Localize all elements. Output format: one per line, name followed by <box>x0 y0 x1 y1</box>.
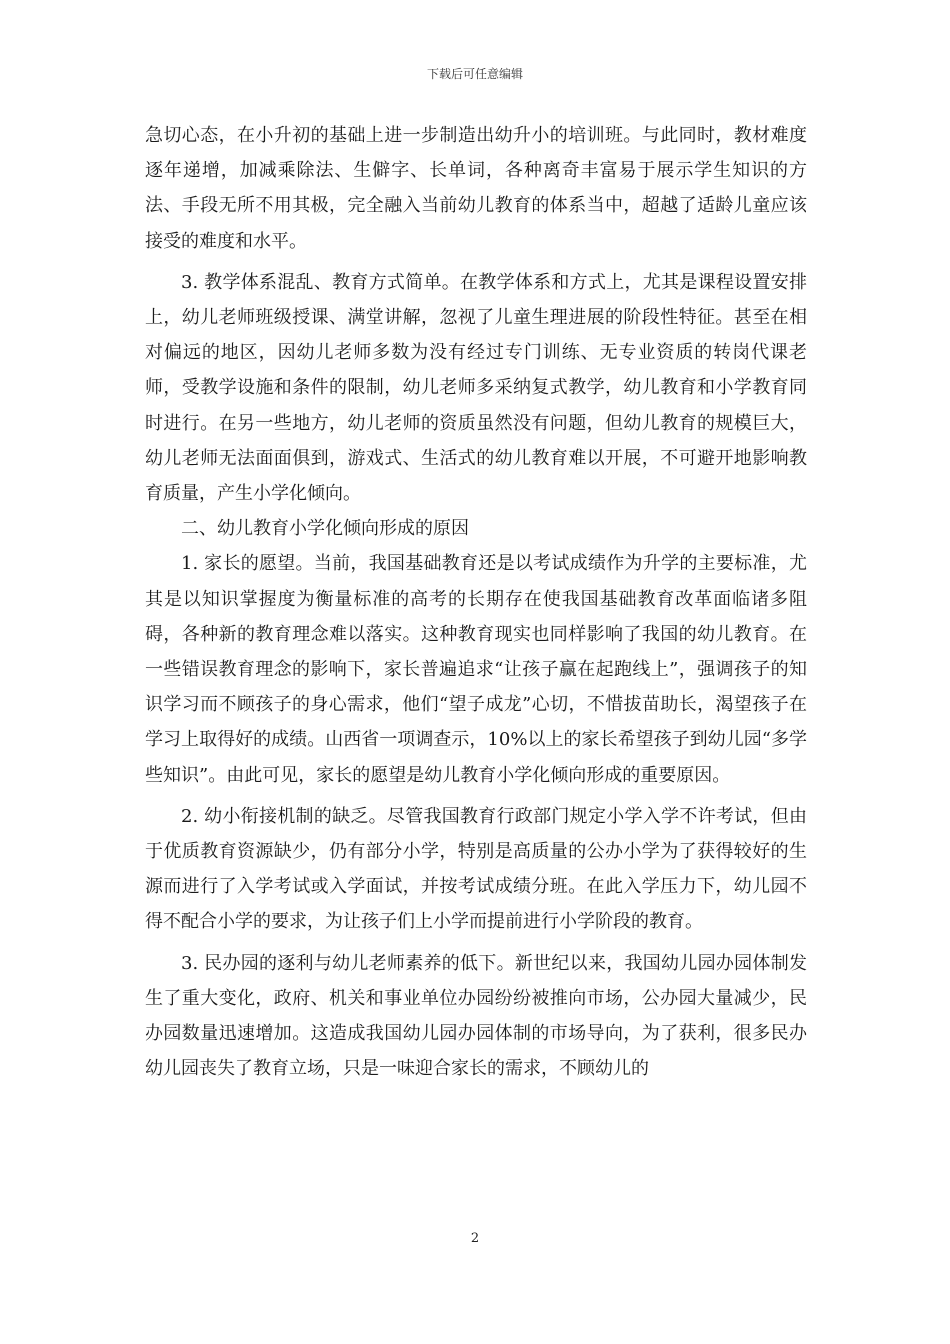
page-number: 2 <box>470 1231 480 1246</box>
section-heading-causes: 二、幼儿教育小学化倾向形成的原因 <box>181 518 469 540</box>
paragraph-continuation: 急切心态，在小升初的基础上进一步制造出幼升小的培训班。与此同时，教材难度逐年递增，加减乘除法、生僻字、长单词，各种离奇丰富易于展示学生知识的方法、手段无所不用其极，完全融入当前幼儿教育的体系当中，超越了适龄儿童应该接受的难度和水平。 <box>145 125 807 252</box>
page-header: 下载后可任意编辑 <box>426 67 523 81</box>
paragraph-transition-mechanism: 2. 幼小衔接机制的缺乏。尽管我国教育行政部门规定小学入学不许考试，但由于优质教育资源缺少，仍有部分小学，特别是高质量的公办小学为了获得较好的生源而进行了入学考试或入学面试，并按考试成绩分班。在此入学压力下，幼儿园不得不配合小学的要求，为让孩子们上小学而提前进行小学阶段的教育。 <box>145 805 807 933</box>
document-body <box>145 118 807 1086</box>
paragraph-parents-wishes: 1. 家长的愿望。当前，我国基础教育还是以考试成绩作为升学的主要标准，尤其是以知识掌握度为衡量标准的高考的长期存在使我国基础教育改革面临诸多阻碍，各种新的教育理念难以落实。这种教育现实也同样影响了我国的幼儿教育。在一些错误教育理念的影响下，家长普遍追求“让孩子赢在起跑线上”，强调孩子的知识学习而不顾孩子的身心需求，他们“望子成龙”心切，不惜拔苗助长，渴望孩子在学习上取得好的成绩。山西省一项调查示，10%以上的家长希望孩子到幼儿园“多学些知识”。由此可见，家长的愿望是幼儿教育小学化倾向形成的重要原因。 <box>145 553 807 786</box>
paragraph-private-kindergartens: 3. 民办园的逐利与幼儿老师素养的低下。新世纪以来，我国幼儿园办园体制发生了重大变化，政府、机关和事业单位办园纷纷被推向市场，公办园大量减少，民办园数量迅速增加。这造成我国幼儿园办园体制的市场导向，为了获利，很多民办幼儿园丧失了教育立场，只是一味迎合家长的需求，不顾幼儿的 <box>145 952 807 1080</box>
paragraph-teaching-system: 3. 教学体系混乱、教育方式简单。在教学体系和方式上，尤其是课程设置安排上，幼儿老师班级授课、满堂讲解，忽视了儿童生理进展的阶段性特征。甚至在相对偏远的地区，因幼儿老师多数为没有经过专门训练、无专业资质的转岗代课老师，受教学设施和条件的限制，幼儿老师多采纳复式教学，幼儿教育和小学教育同时进行。在另一些地方，幼儿老师的资质虽然没有问题，但幼儿教育的规模巨大，幼儿老师无法面面俱到，游戏式、生活式的幼儿教育难以开展，不可避开地影响教育质量，产生小学化倾向。 <box>145 271 807 505</box>
